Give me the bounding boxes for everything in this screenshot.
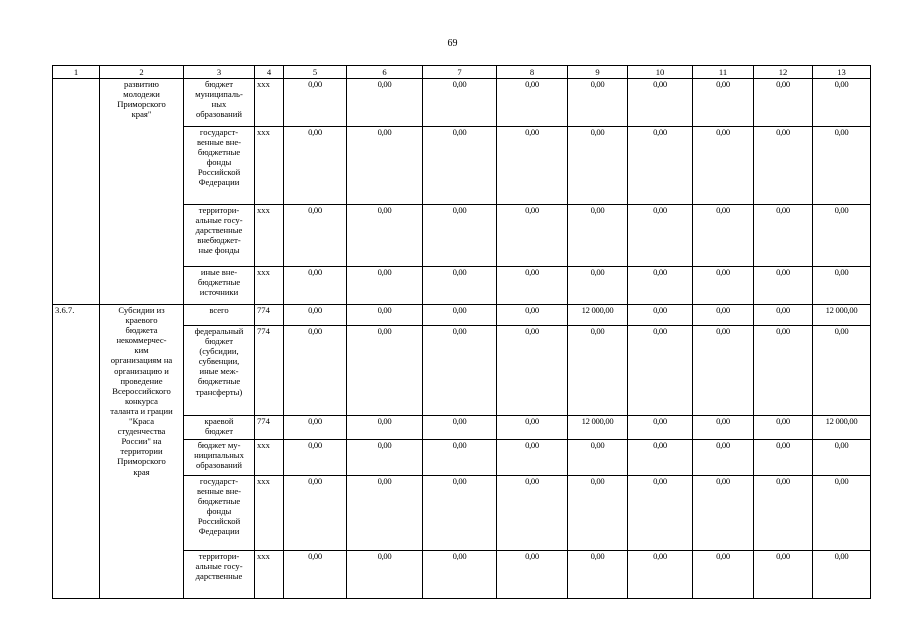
value-cell-col-5: 0,00 [284,305,347,326]
column-header-4: 4 [255,66,284,79]
budget-table [52,65,871,599]
value-cell-col-5: 0,00 [284,440,347,476]
item-number: 3.6.7. [53,305,100,599]
value-cell-col-7: 0,00 [423,127,497,205]
value-cell-col-10: 0,00 [628,551,693,599]
value-cell-col-6: 0,00 [347,416,423,440]
column-header-2: 2 [100,66,184,79]
value-cell-col-13: 0,00 [813,440,871,476]
value-cell-col-8: 0,00 [497,416,568,440]
table-header [53,66,871,79]
value-cell-col-11: 0,00 [693,416,754,440]
table-body [53,79,871,599]
value-cell-col-12: 0,00 [754,476,813,551]
value-cell-col-6: 0,00 [347,551,423,599]
table-row [53,79,871,127]
value-cell-col-9: 0,00 [568,326,628,416]
budget-code: xxx [255,476,284,551]
funding-source: государст- венные вне- бюджетные фонды Российской Федерации [184,127,255,205]
value-cell-col-7: 0,00 [423,267,497,305]
value-cell-col-9: 0,00 [568,79,628,127]
value-cell-col-9: 12 000,00 [568,416,628,440]
budget-code: xxx [255,267,284,305]
value-cell-col-7: 0,00 [423,476,497,551]
value-cell-col-5: 0,00 [284,416,347,440]
column-header-6: 6 [347,66,423,79]
value-cell-col-12: 0,00 [754,305,813,326]
value-cell-col-7: 0,00 [423,79,497,127]
column-header-7: 7 [423,66,497,79]
value-cell-col-5: 0,00 [284,127,347,205]
value-cell-col-13: 0,00 [813,79,871,127]
column-header-3: 3 [184,66,255,79]
value-cell-col-12: 0,00 [754,267,813,305]
funding-source: территори- альные госу- дарственные [184,551,255,599]
value-cell-col-6: 0,00 [347,205,423,267]
value-cell-col-6: 0,00 [347,326,423,416]
table-row [53,305,871,326]
column-header-11: 11 [693,66,754,79]
budget-code: xxx [255,551,284,599]
value-cell-col-12: 0,00 [754,416,813,440]
value-cell-col-5: 0,00 [284,476,347,551]
value-cell-col-10: 0,00 [628,416,693,440]
value-cell-col-5: 0,00 [284,205,347,267]
value-cell-col-10: 0,00 [628,267,693,305]
value-cell-col-9: 0,00 [568,440,628,476]
value-cell-col-7: 0,00 [423,326,497,416]
value-cell-col-12: 0,00 [754,205,813,267]
value-cell-col-7: 0,00 [423,205,497,267]
funding-source: иные вне- бюджетные источники [184,267,255,305]
value-cell-col-12: 0,00 [754,79,813,127]
value-cell-col-11: 0,00 [693,267,754,305]
budget-code: xxx [255,205,284,267]
value-cell-col-5: 0,00 [284,326,347,416]
value-cell-col-11: 0,00 [693,305,754,326]
budget-code: xxx [255,79,284,127]
funding-source: территори- альные госу- дарственные внебюджет- ные фонды [184,205,255,267]
value-cell-col-10: 0,00 [628,476,693,551]
budget-code: 774 [255,326,284,416]
funding-source: бюджет муниципаль- ных образований [184,79,255,127]
value-cell-col-10: 0,00 [628,326,693,416]
item-name: развитию молодежи Приморского края" [100,79,184,305]
column-header-5: 5 [284,66,347,79]
value-cell-col-10: 0,00 [628,440,693,476]
value-cell-col-13: 0,00 [813,551,871,599]
value-cell-col-8: 0,00 [497,326,568,416]
value-cell-col-13: 12 000,00 [813,305,871,326]
value-cell-col-12: 0,00 [754,440,813,476]
value-cell-col-13: 12 000,00 [813,416,871,440]
value-cell-col-6: 0,00 [347,440,423,476]
value-cell-col-6: 0,00 [347,305,423,326]
budget-code: 774 [255,416,284,440]
value-cell-col-9: 12 000,00 [568,305,628,326]
item-name: Субсидии из краевого бюджета некоммерчес- ким организациям на организацию и проведение Всероссийского конкурса таланта и грации "Краса студенчества России" на территории Приморского края [100,305,184,599]
value-cell-col-12: 0,00 [754,551,813,599]
column-header-9: 9 [568,66,628,79]
value-cell-col-5: 0,00 [284,79,347,127]
value-cell-col-10: 0,00 [628,127,693,205]
value-cell-col-5: 0,00 [284,551,347,599]
column-header-13: 13 [813,66,871,79]
value-cell-col-8: 0,00 [497,205,568,267]
value-cell-col-10: 0,00 [628,79,693,127]
value-cell-col-7: 0,00 [423,305,497,326]
budget-code: xxx [255,440,284,476]
value-cell-col-11: 0,00 [693,440,754,476]
value-cell-col-13: 0,00 [813,326,871,416]
value-cell-col-9: 0,00 [568,205,628,267]
value-cell-col-12: 0,00 [754,326,813,416]
budget-code: 774 [255,305,284,326]
value-cell-col-9: 0,00 [568,551,628,599]
funding-source: федеральный бюджет (субсидии, субвенции, иные меж- бюджетные трансферты) [184,326,255,416]
value-cell-col-11: 0,00 [693,205,754,267]
value-cell-col-6: 0,00 [347,267,423,305]
value-cell-col-12: 0,00 [754,127,813,205]
value-cell-col-7: 0,00 [423,440,497,476]
value-cell-col-5: 0,00 [284,267,347,305]
value-cell-col-11: 0,00 [693,79,754,127]
column-header-8: 8 [497,66,568,79]
value-cell-col-13: 0,00 [813,267,871,305]
header-row [53,66,871,79]
value-cell-col-8: 0,00 [497,305,568,326]
page-number: 69 [447,38,458,49]
value-cell-col-9: 0,00 [568,476,628,551]
value-cell-col-9: 0,00 [568,127,628,205]
value-cell-col-7: 0,00 [423,551,497,599]
value-cell-col-8: 0,00 [497,440,568,476]
column-header-10: 10 [628,66,693,79]
value-cell-col-7: 0,00 [423,416,497,440]
value-cell-col-6: 0,00 [347,127,423,205]
value-cell-col-11: 0,00 [693,127,754,205]
value-cell-col-8: 0,00 [497,267,568,305]
funding-source: краевой бюджет [184,416,255,440]
item-number [53,79,100,305]
budget-code: xxx [255,127,284,205]
value-cell-col-13: 0,00 [813,127,871,205]
value-cell-col-9: 0,00 [568,267,628,305]
value-cell-col-6: 0,00 [347,79,423,127]
funding-source: бюджет му- ниципальных образований [184,440,255,476]
value-cell-col-13: 0,00 [813,476,871,551]
value-cell-col-6: 0,00 [347,476,423,551]
value-cell-col-8: 0,00 [497,79,568,127]
value-cell-col-8: 0,00 [497,551,568,599]
value-cell-col-8: 0,00 [497,127,568,205]
value-cell-col-8: 0,00 [497,476,568,551]
column-header-12: 12 [754,66,813,79]
value-cell-col-11: 0,00 [693,551,754,599]
funding-source: всего [184,305,255,326]
value-cell-col-10: 0,00 [628,205,693,267]
value-cell-col-13: 0,00 [813,205,871,267]
value-cell-col-10: 0,00 [628,305,693,326]
funding-source: государст- венные вне- бюджетные фонды Российской Федерации [184,476,255,551]
value-cell-col-11: 0,00 [693,326,754,416]
column-header-1: 1 [53,66,100,79]
value-cell-col-11: 0,00 [693,476,754,551]
